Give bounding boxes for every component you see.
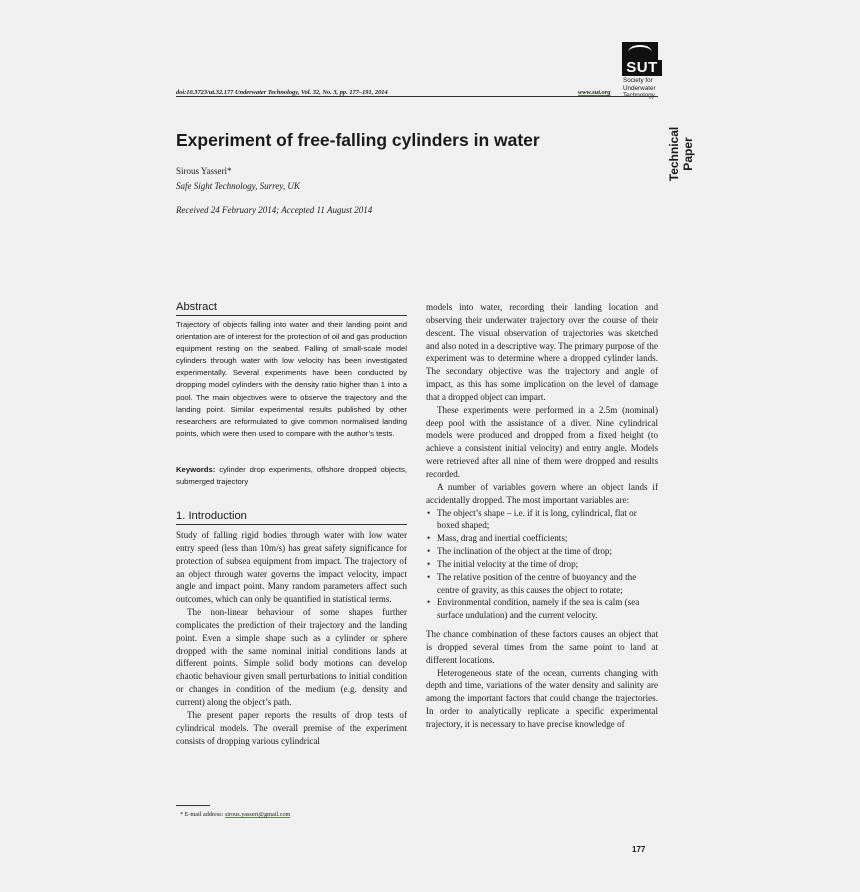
list-item: • The object’s shape – i.e. if it is long, cylindrical, flat or boxed shaped; <box>426 507 658 533</box>
footnote-prefix: * E-mail address: <box>180 811 225 818</box>
abstract-rule <box>176 315 407 316</box>
paragraph: The non-linear behaviour of some shapes further complicates the prediction of their trajectory and the landing point. Even a simple shape such as a cylinder or sphere dropped with the same nominal initial conditions lands at different points. Simple solid body motions can develop chaotic behaviour given small perturbations to initial condition or changes in condition of the medium (e.g. density and current) along the object’s path. <box>176 607 407 707</box>
footnote <box>180 811 290 818</box>
section-label: Technical Paper <box>667 126 695 182</box>
journal-citation: doi:10.3723/ut.32.177 Underwater Technology, Vol. 32, No. 3, pp. 177–191, 2014 <box>176 89 388 96</box>
paragraph: A number of variables govern where an object lands if accidentally dropped. The most important variables are: <box>426 481 658 505</box>
list-item: • The relative position of the centre of buoyancy and the centre of gravity, as this causes the object to rotate; <box>426 571 658 597</box>
paragraph: models into water, recording their landing location and observing their underwater trajectory over the course of their descent. The visual observation of trajectories was sketched and also noted in a descriptive way. The primary purpose of the experiment was to determine where a dropped cylinder lands. The secondary objective was the trajectory and angle of impact, as this has some implication on the level of damage that a dropped object can impart. <box>426 302 658 402</box>
keywords-list: cylinder drop experiments, offshore dropped objects, submerged trajectory <box>176 465 407 487</box>
paragraph: The chance combination of these factors causes an object that is dropped several times from the same point to land at different locations. <box>426 629 658 665</box>
journal-website-link[interactable]: www.sut.org <box>578 89 611 96</box>
abstract-heading: Abstract <box>176 301 218 313</box>
author-affiliation: Safe Sight Technology, Surrey, UK <box>176 181 300 191</box>
keywords <box>176 464 407 488</box>
email-link[interactable]: sirous.yasseri@gmail.com <box>224 811 291 818</box>
paragraph: These experiments were performed in a 2.5m (nominal) deep pool with the assistance of a diver. Nine cylindrical models were produced and dropped from a fixed height (to achieve a consistent initial velocity) and entry angle. Models were retrieved after all nine of them were dropped and results recorded. <box>426 404 658 479</box>
list-item: • The initial velocity at the time of drop; <box>426 558 658 571</box>
paragraph: The present paper reports the results of drop tests of cylindrical models. The overall premise of the experiment consists of dropping various cylindrical <box>176 709 407 746</box>
section-heading-introduction: 1. Introduction <box>176 510 247 522</box>
right-column-body <box>426 301 658 731</box>
page-number: 177 <box>632 845 646 854</box>
keywords-label: Keywords: <box>176 465 216 474</box>
article-dates: Received 24 February 2014; Accepted 11 August 2014 <box>176 205 373 215</box>
variables-list <box>426 507 658 623</box>
paragraph: Heterogeneous state of the ocean, currents changing with depth and time, variations of the water density and salinity are among the important factors that could change the trajectories. In order to analytically replicate a specific experimental trajectory, it is necessary to have precise knowledge of <box>426 667 658 729</box>
list-item: • The inclination of the object at the time of drop; <box>426 545 658 558</box>
introduction-rule <box>176 524 407 525</box>
paragraph: Study of falling rigid bodies through water with low water entry speed (less than 10m/s) has great safety significance for protection of subsea equipment from impact. The trajectory of an object through water governs the impact velocity, impact angle and impact point. Many random parameters affect such outcomes, which can only be quantified in statistical terms. <box>176 530 407 605</box>
list-item: • Environmental condition, namely if the sea is calm (sea surface undulation) and the current velocity. <box>426 596 658 622</box>
article-title: Experiment of free-falling cylinders in water <box>176 130 540 150</box>
author-name: Sirous Yasseri* <box>176 166 232 176</box>
sut-logo-text: SUT <box>622 60 662 76</box>
abstract-text: Trajectory of objects falling into water and their landing point and orientation are of interest for the protection of oil and gas production equipment resting on the seabed. Falling of small-scale model cylinders through water with low velocity has been investigated experimentally. Several experiments have been conducted by dropping model cylinders with the density ratio higher than 1 into a pool. The main objectives were to observe the trajectory and the landing point. Similar experimental results published by other researchers are reformulated to give common normalised landing points, which were then used to compare with the author’s tests. <box>176 320 407 438</box>
society-name: Society for Underwater Technology <box>623 77 656 99</box>
header-rule <box>176 96 658 97</box>
introduction-body <box>176 529 407 747</box>
list-item: • Mass, drag and inertial coefficients; <box>426 532 658 545</box>
footnote-rule <box>176 805 210 806</box>
